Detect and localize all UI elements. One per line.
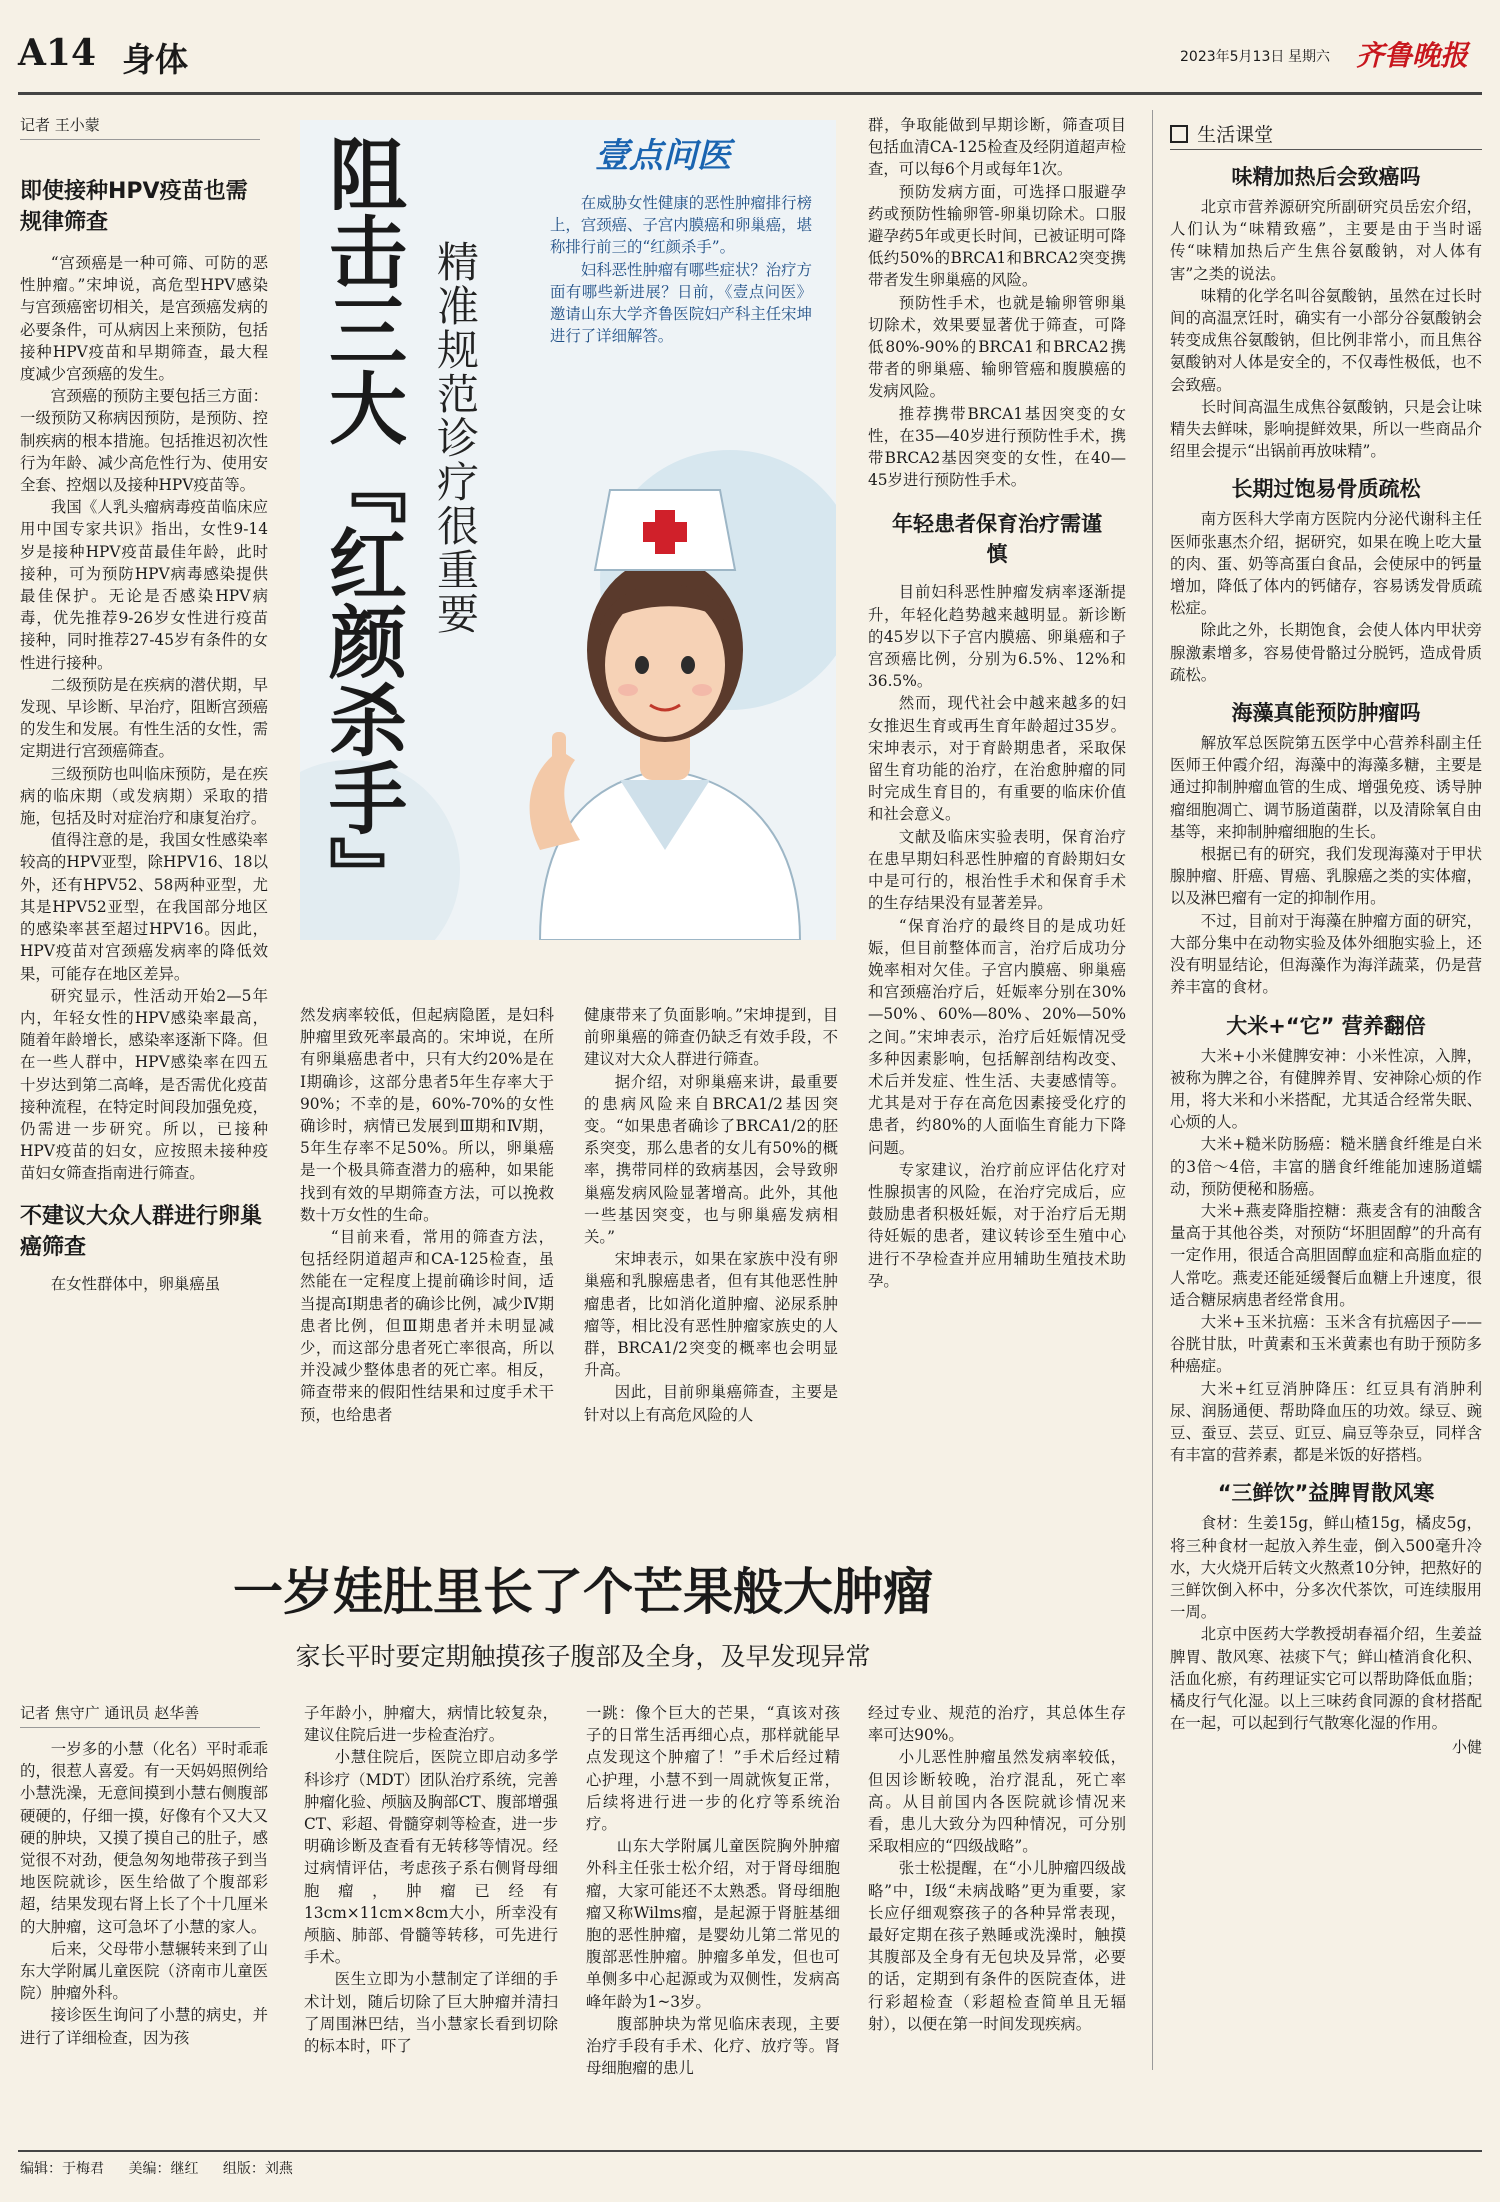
bottom-article-body <box>20 1702 1146 2082</box>
paragraph: 小慧住院后，医院立即启动多学科诊疗（MDT）团队治疗系统，完善肿瘤化验、颅脑及胸部CT、腹部增强CT、彩超、骨髓穿刺等检查，进一步明确诊断及查看有无转移等情况。经过病情评估，考虑孩子系右侧肾母细胞瘤，肿瘤已经有13cm×11cm×8cm大小，所幸没有颅脑、肺部、骨髓等转移，可先进行手术。 <box>304 1748 558 1967</box>
paragraph: 经过专业、规范的治疗，其总体生存率可达90%。 <box>868 1704 1126 1745</box>
paragraph: 大米+玉米抗癌：玉米含有抗癌因子——谷胱甘肽，叶黄素和玉米黄素也有助于预防多种癌症。 <box>1170 1312 1482 1376</box>
sidebar <box>1170 120 1482 1757</box>
paragraph: 大米+小米健脾安神：小米性凉，入脾，被称为脾之谷，有健脾养胃、安神除心烦的作用，将大米和小米搭配，尤其适合经常失眠、心烦的人。 <box>1170 1046 1482 1132</box>
paragraph: 大米+红豆消肿降压：红豆具有消肿利尿、润肠通便、帮助降血压的功效。绿豆、豌豆、蚕豆、芸豆、豇豆、扁豆等杂豆，同样含有丰富的营养素，都是米饭的好搭档。 <box>1170 1379 1482 1465</box>
bottom-byline: 记者 焦守广 通讯员 赵华善 <box>20 1702 260 1728</box>
sidebar-title-icon <box>1170 125 1188 143</box>
paragraph: 腹部肿块为常见临床表现，主要治疗手段有手术、化疗、放疗等。肾母细胞瘤的患儿 <box>586 2014 840 2078</box>
intro-paragraph: 妇科恶性肿瘤有哪些症状？治疗方面有哪些新进展？日前，《壹点问医》邀请山东大学齐鲁医院妇产科主任宋坤进行了详细解答。 <box>550 260 812 346</box>
subtitle-vertical: 精准规范诊疗很重要 <box>431 240 480 636</box>
sidebar-section <box>1170 1045 1482 1467</box>
paragraph: “宫颈癌是一种可筛、可防的恶性肿瘤。”宋坤说，高危型HPV感染与宫颈癌密切相关，是宫颈癌发病的必要条件，可从病因上来预防，包括接种HPV疫苗和早期筛查，最大程度减少宫颈癌的发生。 <box>20 254 268 384</box>
masthead-rule <box>18 92 1482 95</box>
sidebar-section <box>1170 1512 1482 1734</box>
paragraph: 大米+燕麦降脂控糖：燕麦含有的油酸含量高于其他谷类，对预防“坏胆固醇”的升高有一定作用，很适合高胆固醇血症和高脂血症的人常吃。燕麦还能延缓餐后血糖上升速度，很适合糖尿病患者经常食用。 <box>1170 1201 1482 1309</box>
paragraph: 目前妇科恶性肿瘤发病率逐渐提升，年轻化趋势越来越明显。新诊断的45岁以下子宫内膜癌、卵巢癌和子宫颈癌比例，分别为6.5%、12%和36.5%。 <box>868 583 1126 691</box>
paragraph: 二级预防是在疾病的潜伏期，早发现、早诊断、早治疗，阻断宫颈癌的发生和发展。有性生活的女性，需定期进行宫颈癌筛查。 <box>20 675 268 761</box>
paragraph: 味精的化学名叫谷氨酸钠，虽然在过长时间的高温烹饪时，确实有一小部分谷氨酸钠会转变成焦谷氨酸钠，但比例非常小，而且焦谷氨酸钠对人体是安全的，不仅毒性极低，也不会致癌。 <box>1170 286 1482 394</box>
sidebar-heading: 海藻真能预防肿瘤吗 <box>1231 701 1421 726</box>
paragraph: 预防发病方面，可选择口服避孕药或预防性输卵管-卵巢切除术。口服避孕药5年或更长时间，已被证明可降低约50%的BRCA1和BRCA2突变携带者发生卵巢癌的风险。 <box>868 182 1126 290</box>
subheading-ovarian: 不建议大众人群进行卵巢癌筛查 <box>20 1203 263 1260</box>
paragraph: 推荐携带BRCA1基因突变的女性，在35—40岁进行预防性手术，携带BRCA2基因突变的女性，在40—45岁进行预防性手术。 <box>868 404 1126 490</box>
nurse-illustration <box>500 450 830 940</box>
paragraph: 宫颈癌的预防主要包括三方面：一级预防又称病因预防，是预防、控制疾病的根本措施。包括推迟初次性行为年龄、减少高危性行为、使用安全套、控烟以及接种HPV疫苗等。 <box>20 387 268 495</box>
paragraph: 三级预防也叫临床预防，是在疾病的临床期（或发病期）采取的措施，包括及时对症治疗和康复治疗。 <box>20 764 268 828</box>
newspaper-logo: 齐鲁晚报 <box>1356 39 1469 72</box>
footer-editor: 编辑：于梅君 <box>20 2161 104 2177</box>
paragraph: 小儿恶性肿瘤虽然发病率较低，但因诊断较晚，治疗混乱，死亡率高。从目前国内各医院就诊情况来看，患儿大致分为四种情况，可分别采取相应的“四级战略”。 <box>868 1748 1126 1856</box>
paragraph: 因此，目前卵巢癌筛查，主要是针对以上有高危风险的人 <box>584 1383 838 1424</box>
column-4-text-2 <box>868 581 1126 1292</box>
column-1-text-end <box>20 1273 268 1295</box>
paragraph: 后来，父母带小慧辗转来到了山东大学附属儿童医院（济南市儿童医院）肿瘤外科。 <box>20 1939 268 2003</box>
sidebar-section <box>1170 732 1482 998</box>
paragraph: 子年龄小，肿瘤大，病情比较复杂，建议住院后进一步检查治疗。 <box>304 1704 558 1745</box>
paragraph: “保育治疗的最终目的是成功妊娠，但目前整体而言，治疗后成功分娩率相对欠佳。子宫内膜癌、卵巢癌和宫颈癌治疗后，妊娠率分别在30%—50%、60%—80%、20%—50%之间。”宋坤表示，治疗后妊娠情况受多种因素影响，包括解剖结构改变、术后并发症、性生活、夫妻感情等。尤其是对于存在高危因素接受化疗的患者，约80%的人面临生育能力下降问题。 <box>868 916 1126 1157</box>
intro-paragraph: 在威胁女性健康的恶性肿瘤排行榜上，宫颈癌、子宫内膜癌和卵巢癌，堪称排行前三的“红颜杀手”。 <box>550 194 812 257</box>
paragraph: 解放军总医院第五医学中心营养科副主任医师王仲霞介绍，海藻中的海藻多糖，主要是通过抑制肿瘤血管的生成、增强免疫、诱导肿瘤细胞凋亡、调节肠道菌群，以及清除氧自由基等，来抑制肿瘤细胞的生长。 <box>1170 734 1482 841</box>
intro-text <box>550 192 812 347</box>
article-column-1 <box>20 176 268 1295</box>
section-name: 身体 <box>122 40 188 79</box>
subheading-fertility: 年轻患者保育治疗需谨慎 <box>892 512 1102 567</box>
paragraph: 然发病率较低，但起病隐匿，是妇科肿瘤里致死率最高的。宋坤说，在所有卵巢癌患者中，只有大约20%是在I期确诊，这部分患者5年生存率大于90%；不幸的是，60%-70%的女性确诊时，病情已发展到Ⅲ期和Ⅳ期，5年生存率不足50%。所以，卵巢癌是一个极具筛查潜力的癌种，如果能找到有效的早期筛查方法，可以挽救数十万女性的生命。 <box>300 1006 554 1224</box>
article-column-3 <box>584 1004 838 1426</box>
footer-art-editor: 美编：继红 <box>128 2161 199 2177</box>
paragraph: 一跳：像个巨大的芒果，“真该对孩子的日常生活再细心点，那样就能早点发现这个肿瘤了！”手术后经过精心护理，小慧不到一周就恢复正常，后续将进行进一步的化疗等系统治疗。 <box>586 1704 840 1834</box>
article-column-2 <box>300 1004 554 1426</box>
bottom-column-4 <box>868 1702 1126 2035</box>
footer-layout: 组版：刘燕 <box>222 2161 293 2177</box>
paragraph: 然而，现代社会中越来越多的妇女推迟生育或再生育年龄超过35岁。宋坤表示，对于育龄期患者，采取保留生育功能的治疗，在治愈肿瘤的同时完成生育目的，有重要的临床价值和社会意义。 <box>868 694 1126 824</box>
footer <box>20 2158 293 2178</box>
page-number: A14 <box>18 32 97 74</box>
bottom-subhead: 家长平时要定期触摸孩子腹部及全身，及早发现异常 <box>295 1642 871 1671</box>
paragraph: 长时间高温生成焦谷氨酸钠，只是会让味精失去鲜味，影响提鲜效果，所以一些商品介绍里会提示“出锅前再放味精”。 <box>1170 397 1482 461</box>
paragraph: 山东大学附属儿童医院胸外肿瘤外科主任张士松介绍，对于肾母细胞瘤，大家可能还不太熟悉。肾母细胞瘤又称Wilms瘤，是起源于肾脏基细胞的恶性肿瘤，是婴幼儿第二常见的腹部恶性肿瘤。肿瘤多单发，但也可单侧多中心起源或为双侧性，发病高峰年龄为1~3岁。 <box>586 1837 840 2011</box>
paragraph: 我国《人乳头瘤病毒疫苗临床应用中国专家共识》指出，女性9-14岁是接种HPV疫苗最佳年龄，此时接种，可为预防HPV病毒感染提供最佳保护。无论是否感染HPV病毒，优先推荐9-26岁女性进行疫苗接种，同时推荐27-45岁有条件的女性进行接种。 <box>20 498 268 672</box>
paragraph: 据介绍，对卵巢癌来讲，最重要的患病风险来自BRCA1/2基因突变。“如果患者确诊了BRCA1/2的胚系突变，那么患者的女儿有50%的概率，携带同样的致病基因，会导致卵巢癌发病风险显著增高。此外，其他一些基因突变，也与卵巢癌发病相关。” <box>584 1072 838 1247</box>
paragraph: 值得注意的是，我国女性感染率较高的HPV亚型，除HPV16、18以外，还有HPV52、58两种亚型，尤其是HPV52亚型，在我国部分地区的感染率甚至超过HPV16。因此，HPV疫苗对宫颈癌发病率的降低效果，可能存在地区差异。 <box>20 831 268 983</box>
bottom-column-1 <box>20 1738 268 2049</box>
headline-vertical: 阻击三大『红颜杀手』 <box>316 134 406 914</box>
issue-date: 2023年5月13日 <box>1180 49 1285 65</box>
qa-logo: 壹点问医 <box>595 136 731 176</box>
paragraph: 专家建议，治疗前应评估化疗对性腺损害的风险，在治疗完成后，应鼓励患者积极妊娠，对于治疗后无期待妊娠的患者，建议转诊至生殖中心进行不孕检查并应用辅助生殖技术助孕。 <box>868 1160 1126 1290</box>
footer-rule <box>18 2150 1482 2152</box>
paragraph: 南方医科大学南方医院内分泌代谢科主任医师张惠杰介绍，据研究，如果在晚上吃大量的肉、蛋、奶等高蛋白食品，会使尿中的钙量增加，降低了体内的钙储存，容易诱发骨质疏松症。 <box>1170 510 1482 618</box>
bottom-column-2 <box>304 1702 558 2057</box>
column-4-text <box>868 114 1126 491</box>
paragraph: 接诊医生询问了小慧的病史，并进行了详细检查，因为孩 <box>20 2006 268 2047</box>
paragraph: 健康带来了负面影响。”宋坤提到，目前卵巢癌的筛查仍缺乏有效手段，不建议对大众人群进行筛查。 <box>584 1006 838 1069</box>
article-column-4 <box>868 114 1126 1292</box>
sidebar-section <box>1170 196 1482 462</box>
subheading-hpv: 即使接种HPV疫苗也需规律筛查 <box>20 179 248 235</box>
sidebar-divider <box>1152 110 1153 2070</box>
byline: 记者 王小蒙 <box>20 114 260 140</box>
paragraph: “目前来看，常用的筛查方法，包括经阴道超声和CA-125检查，虽然能在一定程度上提前确诊时间，适当提高I期患者的确诊比例，减少Ⅳ期患者比例，但Ⅲ期患者并未明显减少，而这部分患者死亡率很高，所以并没减少整体患者的死亡率。相反，筛查带来的假阳性结果和过度手术干预，也给患者 <box>300 1228 554 1424</box>
paragraph: 不过，目前对于海藻在肿瘤方面的研究，大部分集中在动物实验及体外细胞实验上，还没有明显结论，但海藻作为海洋蔬菜，仍是营养丰富的食材。 <box>1170 911 1482 997</box>
sidebar-heading: 长期过饱易骨质疏松 <box>1231 477 1421 502</box>
paragraph: 除此之外，长期饱食，会使人体内甲状旁腺激素增多，容易使骨骼过分脱钙，造成骨质疏松。 <box>1170 621 1482 684</box>
sidebar-heading: 大米+“它” 营养翻倍 <box>1226 1013 1426 1038</box>
sidebar-title: 生活课堂 <box>1197 124 1274 146</box>
masthead <box>18 26 1482 86</box>
paragraph: 大米+糙米防肠癌：糙米膳食纤维是白米的3倍～4倍，丰富的膳食纤维能加速肠道蠕动，预防便秘和肠癌。 <box>1170 1135 1482 1198</box>
paragraph: 预防性手术，也就是输卵管卵巢切除术，效果要显著优于筛查，可降低80%-90%的BRCA1和BRCA2携带者的卵巢癌、输卵管癌和腹膜癌的发病风险。 <box>868 293 1126 401</box>
paragraph: 医生立即为小慧制定了详细的手术计划，随后切除了巨大肿瘤并清扫了周围淋巴结，当小慧家长看到切除的标本时，吓了 <box>304 1970 558 2056</box>
paragraph: 在女性群体中，卵巢癌虽 <box>50 1274 221 1293</box>
sidebar-header <box>1170 120 1482 150</box>
bottom-headline: 一岁娃肚里长了个芒果般大肿瘤 <box>233 1562 933 1621</box>
bottom-column-3 <box>586 1702 840 2079</box>
issue-weekday: 星期六 <box>1288 49 1330 65</box>
paragraph: 文献及临床实验表明，保育治疗在患早期妇科恶性肿瘤的育龄期妇女中是可行的，根治性手术和保育手术的生存结果没有显著差异。 <box>868 827 1126 913</box>
sidebar-section <box>1170 508 1482 686</box>
sidebar-heading: 味精加热后会致癌吗 <box>1231 165 1421 189</box>
paragraph: 一岁多的小慧（化名）平时乖乖的，很惹人喜爱。有一天妈妈照例给小慧洗澡，无意间摸到小慧右侧腹部硬硬的，仔细一摸，好像有个又大又硬的肿块，又摸了摸自己的肚子，感觉很不对劲，便急匆匆地带孩子到当地医院就诊，医生给做了个腹部彩超，结果发现右肾上长了个十几厘米的大肿瘤，这可急坏了小慧的家人。 <box>20 1740 268 1936</box>
paragraph: 根据已有的研究，我们发现海藻对于甲状腺肿瘤、肝癌、胃癌、乳腺癌之类的实体瘤，以及淋巴瘤有一定的抑制作用。 <box>1170 845 1482 908</box>
paragraph: 群，争取能做到早期诊断，筛查项目包括血清CA-125检查及经阴道超声检查，可以每6个月或每年1次。 <box>868 116 1126 179</box>
paragraph: 张士松提醒，在“小儿肿瘤四级战略”中，I级“未病战略”更为重要，家长应仔细观察孩子的各种异常表现，最好定期在孩子熟睡或洗澡时，触摸其腹部及全身有无包块及异常，必要的话，定期到有条件的医院查体，进行彩超检查（彩超检查简单且无辐射），以便在第一时间发现疾病。 <box>868 1859 1126 2033</box>
paragraph: 北京市营养源研究所副研究员岳宏介绍，人们认为“味精致癌”，主要是由于当时谣传“味精加热后产生焦谷氨酸钠，对人体有害”之类的说法。 <box>1170 198 1482 283</box>
sidebar-heading: “三鲜饮”益脾胃散风寒 <box>1217 1481 1435 1506</box>
column-1-text <box>20 252 268 1185</box>
illustration-panel <box>300 120 836 940</box>
paragraph: 食材：生姜15g，鲜山楂15g，橘皮5g，将三种食材一起放入养生壶，倒入500毫升冷水，大火烧开后转文火熬煮10分钟，把熬好的三鲜饮倒入杯中，分多次代茶饮，可连续服用一周。 <box>1170 1514 1483 1622</box>
sidebar-author: 小健 <box>1451 1738 1482 1757</box>
paragraph: 宋坤表示，如果在家族中没有卵巢癌和乳腺癌患者，但有其他恶性肿瘤患者，比如消化道肿瘤、泌尿系肿瘤等，相比没有恶性肿瘤家族史的人群，BRCA1/2突变的概率也会明显升高。 <box>584 1250 838 1380</box>
paragraph: 北京中医药大学教授胡春福介绍，生姜益脾胃、散风寒、祛痰下气；鲜山楂消食化积、活血化瘀，有药理证实它可以帮助降低血脂；橘皮行气化湿。以上三味药食同源的食材搭配在一起，可以起到行气散寒化湿的作用。 <box>1170 1625 1482 1733</box>
paragraph: 研究显示，性活动开始2—5年内，年轻女性的HPV感染率最高，随着年龄增长，感染率逐渐下降。但在一些人群中，HPV感染率在四五十岁达到第二高峰，是否需优化疫苗接种流程，在特定时间段加强免疫，仍需进一步研究。所以，已接种HPV疫苗的妇女，应按照未接种疫苗妇女筛查指南进行筛查。 <box>20 986 268 1183</box>
